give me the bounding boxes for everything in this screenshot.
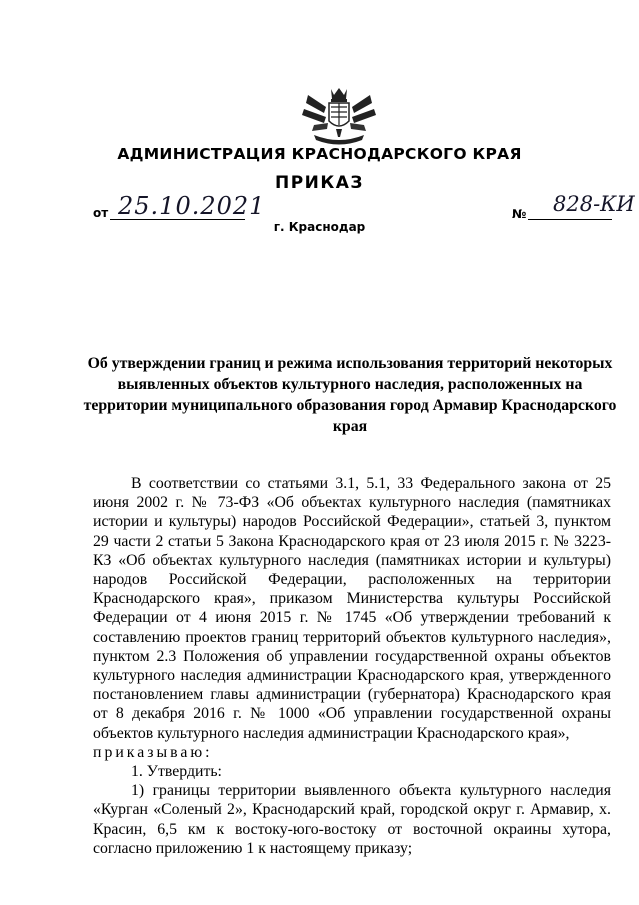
- preamble-paragraph: В соответствии со статьями 3.1, 5.1, 33 Федерального закона от 25 июня 2002 г. № 73-ФЗ «Об объектах культурного наследия (памятниках истории и культуры) народов Российской Федерации», статьей 3, пунктом 29 части 2 статьи 5 Закона Краснодарского края от 23 июля 2015 г. № 3223-КЗ «Об объектах культурного наследия (памятниках истории и культуры) народов Российской Федерации, расположенных на территории Краснодарского края», приказом Министерства культуры Российской Федерации от 4 июня 2015 г. № 1745 «Об утверждении требований к составлению проектов границ территорий объектов культурного наследия», пунктом 2.3 Положения об управлении государственной охраны объектов культурного наследия администрации Краснодарского края, утвержденного постановлением главы администрации (губернатора) Краснодарского края от 8 декабря 2016 г. № 1000 «Об управлении государственной охраны объектов культурного наследия администрации Краснодарского края»,: [93, 475, 611, 742]
- item-1-1: 1) границы территории выявленного объекта культурного наследия «Курган «Соленый 2», Краснодарский край, городской округ г. Армавир, х. Красин, 6,5 км к востоку-юго-востоку от восточной окраины хутора, согласно приложению 1 к настоящему приказу;: [93, 782, 611, 857]
- handwritten-date: 25.10.2021: [118, 192, 266, 220]
- document-body: [93, 474, 611, 858]
- document-type: ПРИКАЗ: [274, 173, 365, 193]
- city-name: г. Краснодар: [273, 220, 366, 234]
- coat-of-arms-icon: [300, 85, 378, 147]
- handwritten-number: 828-КИ: [553, 192, 635, 216]
- document-title: Об утверждении границ и режима использования территорий некоторых выявленных объектов культурного наследия, расположенных на территории муниципального образования город Армавир Краснодарского края: [83, 355, 617, 435]
- item-1: 1. Утвердить:: [131, 763, 222, 781]
- date-label: от: [93, 206, 109, 220]
- organization-name: АДМИНИСТРАЦИЯ КРАСНОДАРСКОГО КРАЯ: [117, 145, 522, 163]
- number-label: №: [512, 207, 527, 221]
- order-word: приказываю:: [93, 743, 213, 761]
